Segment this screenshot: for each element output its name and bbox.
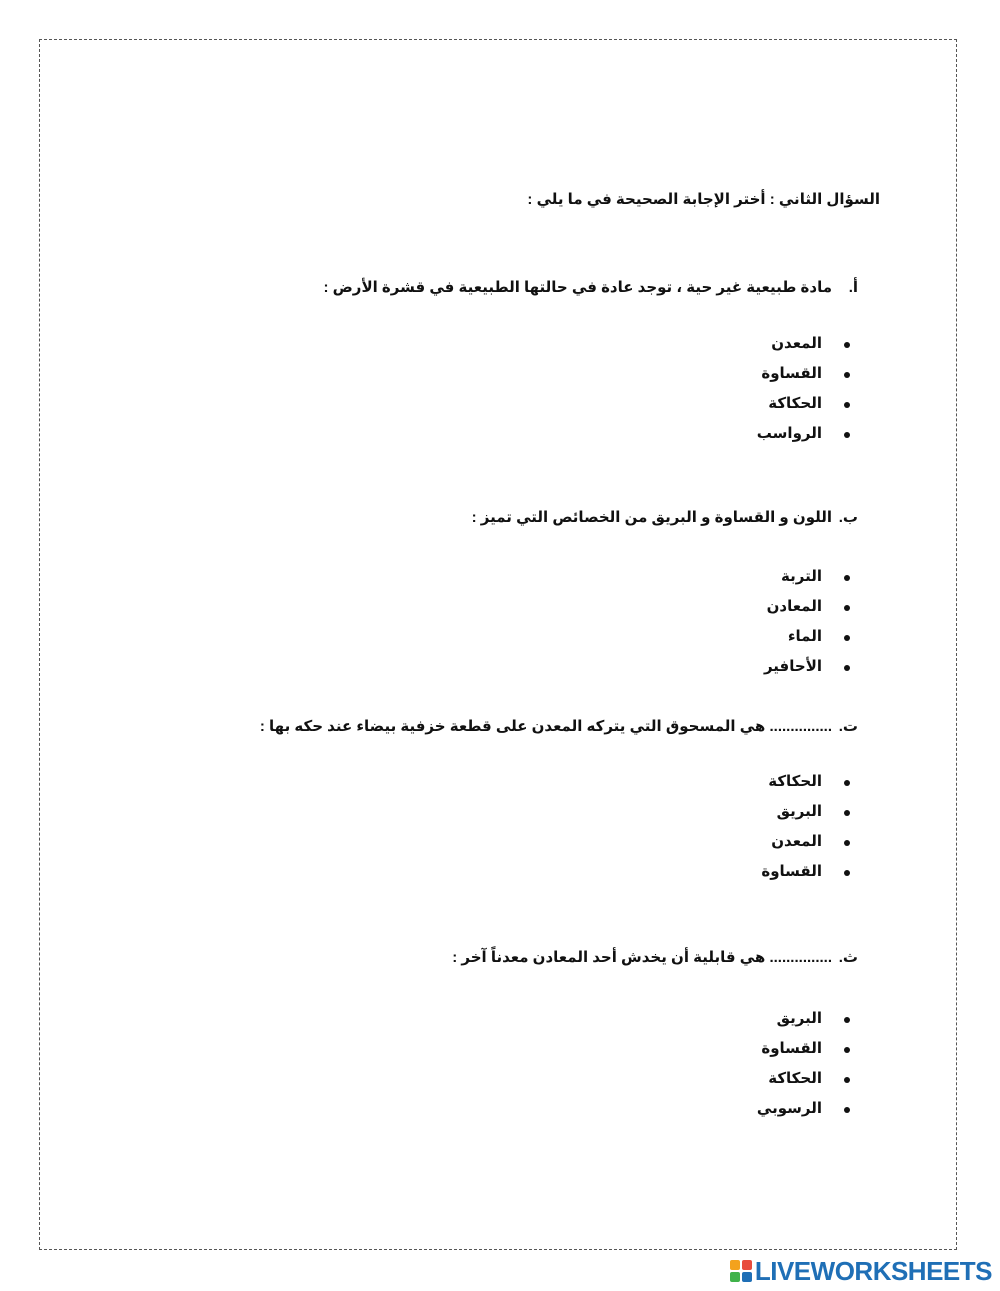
bullet-icon <box>844 1077 850 1083</box>
option-label: التربة <box>781 568 822 585</box>
bullet-icon <box>844 402 850 408</box>
question-heading: السؤال الثاني : أختر الإجابة الصحيحة في ما يلي : <box>527 191 880 208</box>
option-item[interactable] <box>757 1034 850 1064</box>
bullet-icon <box>844 635 850 641</box>
option-item[interactable] <box>764 592 850 622</box>
option-label: المعادن <box>766 598 822 615</box>
logo-text: LIVEWORKSHEETS <box>754 1255 992 1286</box>
option-item[interactable] <box>757 1004 850 1034</box>
option-item[interactable] <box>761 797 850 827</box>
option-item[interactable] <box>757 389 850 419</box>
bullet-icon <box>844 1017 850 1023</box>
bullet-icon <box>844 780 850 786</box>
option-item[interactable] <box>761 857 850 887</box>
bullet-icon <box>844 810 850 816</box>
option-item[interactable] <box>761 827 850 857</box>
bullet-icon <box>844 372 850 378</box>
option-item[interactable] <box>757 1064 850 1094</box>
option-label: القساوة <box>761 1040 822 1057</box>
question-letter: ت. <box>838 718 858 735</box>
option-label: الأحافير <box>763 658 822 675</box>
option-item[interactable] <box>764 652 850 682</box>
option-item[interactable] <box>757 329 850 359</box>
option-label: القساوة <box>761 365 822 382</box>
option-label: الرواسب <box>756 425 822 442</box>
option-label: البريق <box>776 1010 822 1027</box>
option-label: الرسوبي <box>756 1100 822 1117</box>
question-b <box>472 508 858 526</box>
option-label: الحكاكة <box>768 395 822 412</box>
option-item[interactable] <box>764 622 850 652</box>
options-list-t <box>761 767 850 887</box>
question-text: ............... هي قابلية أن يخدش أحد المعادن معدناً آخر : <box>452 949 832 966</box>
options-list-th <box>757 1004 850 1124</box>
bullet-icon <box>844 432 850 438</box>
liveworksheets-logo[interactable] <box>730 1257 992 1285</box>
bullet-icon <box>844 342 850 348</box>
option-item[interactable] <box>757 359 850 389</box>
question-a <box>323 278 858 296</box>
bullet-icon <box>844 840 850 846</box>
question-t <box>260 717 858 735</box>
question-letter: ب. <box>838 509 858 526</box>
question-text: ............... هي المسحوق التي يتركه المعدن على قطعة خزفية بيضاء عند حكه بها : <box>259 718 832 735</box>
bullet-icon <box>844 1047 850 1053</box>
question-letter: ث. <box>838 949 858 966</box>
option-label: المعدن <box>771 335 822 352</box>
option-item[interactable] <box>757 1094 850 1124</box>
option-label: القساوة <box>761 863 822 880</box>
option-label: الحكاكة <box>768 773 822 790</box>
option-item[interactable] <box>761 767 850 797</box>
options-list-a <box>757 329 850 449</box>
bullet-icon <box>844 605 850 611</box>
bullet-icon <box>844 665 850 671</box>
question-text: اللون و القساوة و البريق من الخصائص التي تميز : <box>471 509 832 526</box>
option-label: الماء <box>787 628 822 645</box>
option-label: الحكاكة <box>768 1070 822 1087</box>
bullet-icon <box>844 1107 850 1113</box>
bullet-icon <box>844 575 850 581</box>
logo-blocks-icon <box>730 1260 752 1282</box>
option-item[interactable] <box>764 562 850 592</box>
option-label: المعدن <box>771 833 822 850</box>
option-item[interactable] <box>757 419 850 449</box>
question-th <box>452 948 858 966</box>
question-text: مادة طبيعية غير حية ، توجد عادة في حالتها الطبيعية في قشرة الأرض : <box>323 279 832 296</box>
option-label: البريق <box>776 803 822 820</box>
bullet-icon <box>844 870 850 876</box>
options-list-b <box>764 562 850 682</box>
question-letter: أ. <box>848 279 858 296</box>
